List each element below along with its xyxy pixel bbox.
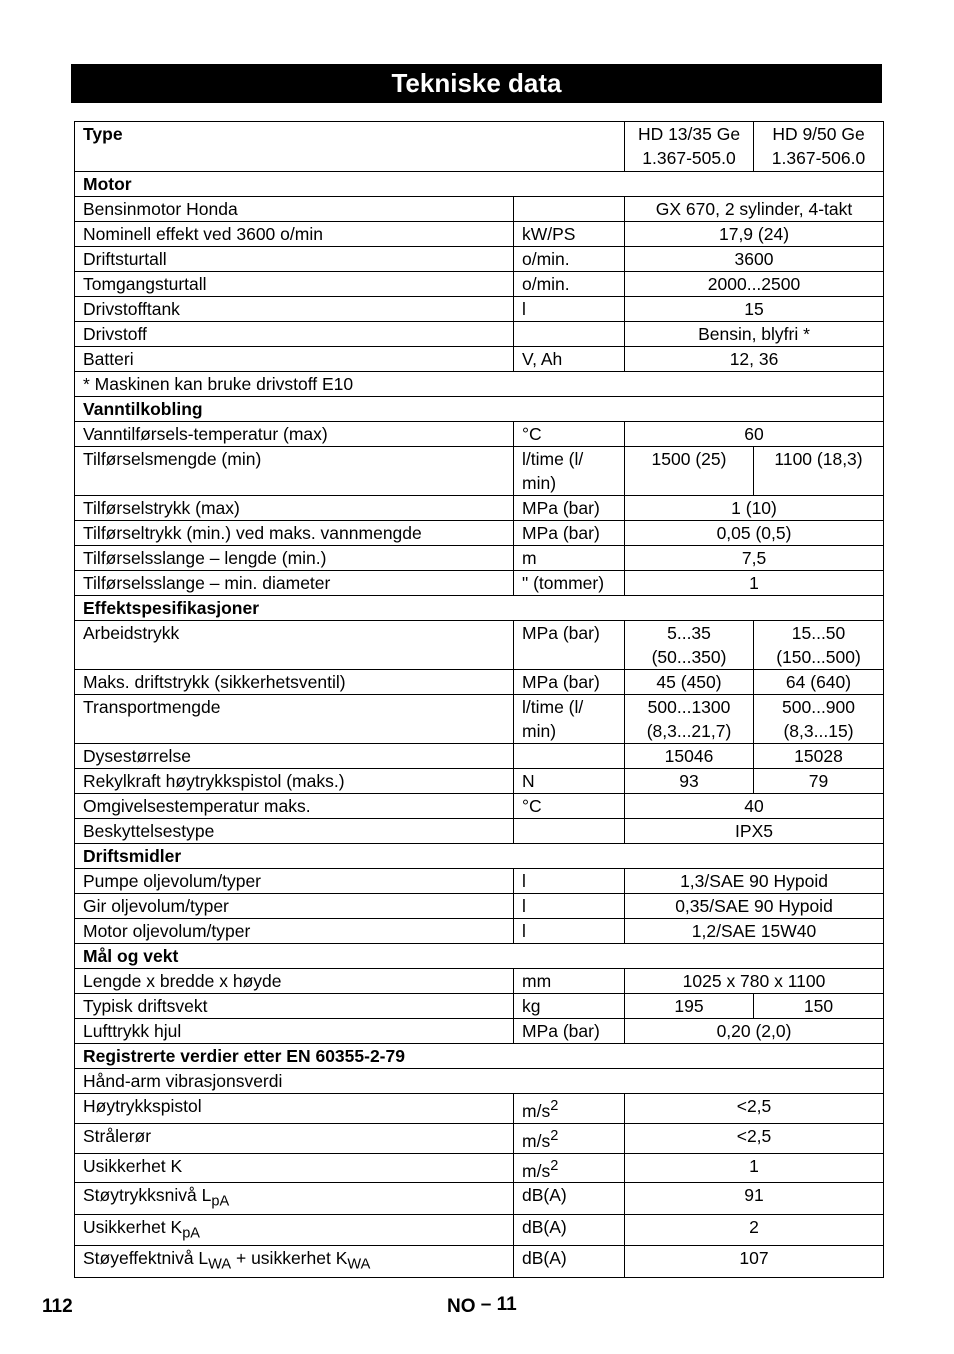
vibration-subheading: Hånd-arm vibrasjonsverdi [75, 1069, 884, 1094]
separator-dash: – [480, 1294, 492, 1315]
row-value-a: 93 [625, 769, 754, 794]
label-subscript: pA [211, 1193, 230, 1210]
row-value: 15 [625, 297, 884, 322]
row-unit: MPa (bar) [514, 1019, 625, 1044]
row-unit [514, 819, 625, 844]
section-performance: Effektspesifikasjoner [75, 596, 884, 621]
table-row [75, 347, 884, 372]
row-value-b: 150 [754, 994, 884, 1019]
row-unit: " (tommer) [514, 571, 625, 596]
row-value: 1 [625, 1153, 884, 1183]
row-label [75, 1214, 514, 1246]
value-line: (50...350) [651, 647, 727, 667]
spec-table [74, 121, 884, 1278]
row-label [75, 1183, 514, 1215]
unit-exponent: 2 [550, 1098, 559, 1114]
row-label [75, 1246, 514, 1278]
row-label: Pumpe oljevolum/typer [75, 869, 514, 894]
type-label: Type [75, 122, 625, 172]
row-label: Gir oljevolum/typer [75, 894, 514, 919]
row-value: IPX5 [625, 819, 884, 844]
table-row [75, 422, 884, 447]
model-b-name: HD 9/50 Ge [772, 124, 865, 144]
row-unit: l [514, 297, 625, 322]
section-registered: Registrerte verdier etter EN 60355-2-79 [75, 1044, 884, 1069]
unit-text: m/s [522, 1130, 551, 1151]
row-value: 60 [625, 422, 884, 447]
row-label: Lufttrykk hjul [75, 1019, 514, 1044]
language-code: NO [447, 1296, 476, 1317]
row-unit [514, 447, 625, 496]
table-row [75, 1214, 884, 1246]
label-text: Støytrykksnivå L [83, 1185, 212, 1206]
unit-line: min) [522, 721, 557, 741]
row-unit: m [514, 546, 625, 571]
row-label: Nominell effekt ved 3600 o/min [75, 222, 514, 247]
row-label: Motor oljevolum/typer [75, 919, 514, 944]
label-subscript: WA [208, 1256, 232, 1273]
label-text: + usikkerhet K [231, 1248, 348, 1269]
value-line: (8,3...15) [783, 721, 854, 741]
table-row [75, 222, 884, 247]
row-label: Tilførselsmengde (min) [75, 447, 514, 496]
value-line: (8,3...21,7) [646, 721, 732, 741]
row-label: Bensinmotor Honda [75, 197, 514, 222]
row-value: 1,3/SAE 90 Hypoid [625, 869, 884, 894]
motor-footnote: * Maskinen kan bruke drivstoff E10 [75, 372, 884, 397]
row-value-a: 45 (450) [625, 670, 754, 695]
row-value-b: 15028 [754, 744, 884, 769]
row-label: Vanntilførsels-temperatur (max) [75, 422, 514, 447]
model-b-cell [754, 122, 884, 172]
row-value: 0,35/SAE 90 Hypoid [625, 894, 884, 919]
row-unit: kW/PS [514, 222, 625, 247]
label-text: Usikkerhet K [83, 1216, 183, 1237]
row-unit [514, 1123, 625, 1153]
row-value: 1 (10) [625, 496, 884, 521]
row-value: 40 [625, 794, 884, 819]
row-unit: l [514, 919, 625, 944]
table-row [75, 621, 884, 670]
header-row [75, 122, 884, 172]
row-value-a: 1500 (25) [625, 447, 754, 496]
row-value: 107 [625, 1246, 884, 1278]
table-row [75, 521, 884, 546]
row-value-b: 1100 (18,3) [754, 447, 884, 496]
label-subscript: pA [182, 1225, 201, 1242]
table-row [75, 447, 884, 496]
table-row [75, 496, 884, 521]
row-unit: l [514, 869, 625, 894]
table-row [75, 272, 884, 297]
row-unit: V, Ah [514, 347, 625, 372]
row-label: Rekylkraft høytrykkspistol (maks.) [75, 769, 514, 794]
section-fluids: Driftsmidler [75, 844, 884, 869]
row-unit: MPa (bar) [514, 521, 625, 546]
row-unit [514, 197, 625, 222]
label-text: Støyeffektnivå L [83, 1248, 209, 1269]
row-value: 17,9 (24) [625, 222, 884, 247]
table-row [75, 297, 884, 322]
row-value-a: 15046 [625, 744, 754, 769]
value-line: 15...50 [791, 623, 846, 643]
model-a-cell [625, 122, 754, 172]
row-value-b: 64 (640) [754, 670, 884, 695]
row-label: Dysestørrelse [75, 744, 514, 769]
row-unit [514, 1153, 625, 1183]
row-value: 7,5 [625, 546, 884, 571]
table-row [75, 1094, 884, 1124]
row-label: Drivstoff [75, 322, 514, 347]
table-row [75, 670, 884, 695]
table-row [75, 894, 884, 919]
language-page-label [447, 1296, 517, 1318]
section-motor: Motor [75, 172, 884, 197]
unit-line: min) [522, 473, 557, 493]
page-number: 112 [42, 1296, 73, 1317]
table-row [75, 197, 884, 222]
unit-exponent: 2 [550, 1127, 559, 1144]
row-label: Arbeidstrykk [75, 621, 514, 670]
row-unit: l [514, 894, 625, 919]
language-page-number: 11 [496, 1294, 517, 1315]
model-b-code: 1.367-506.0 [771, 148, 866, 168]
table-row [75, 571, 884, 596]
row-unit [514, 322, 625, 347]
table-row [75, 744, 884, 769]
model-a-code: 1.367-505.0 [642, 148, 736, 168]
table-row [75, 546, 884, 571]
row-unit: °C [514, 422, 625, 447]
row-value: 1025 x 780 x 1100 [625, 969, 884, 994]
section-dims: Mål og vekt [75, 944, 884, 969]
row-label: Transportmengde [75, 695, 514, 744]
row-unit: MPa (bar) [514, 496, 625, 521]
table-row [75, 994, 884, 1019]
row-label: Tilførselsslange – min. diameter [75, 571, 514, 596]
row-label: Typisk driftsvekt [75, 994, 514, 1019]
row-label: Maks. driftstrykk (sikkerhetsventil) [75, 670, 514, 695]
model-a-name: HD 13/35 Ge [637, 124, 741, 144]
row-unit: dB(A) [514, 1214, 625, 1246]
table-row [75, 1019, 884, 1044]
table-row [75, 1123, 884, 1153]
row-unit: MPa (bar) [514, 670, 625, 695]
row-value: 1,2/SAE 15W40 [625, 919, 884, 944]
unit-exponent: 2 [550, 1157, 559, 1174]
row-value: <2,5 [625, 1123, 884, 1153]
row-unit [514, 695, 625, 744]
row-unit [514, 744, 625, 769]
unit-line: l/time (l/ [522, 449, 584, 469]
table-row [75, 869, 884, 894]
row-value-b [754, 695, 884, 744]
table-row [75, 247, 884, 272]
row-value: GX 670, 2 sylinder, 4-takt [625, 197, 884, 222]
row-value: 12, 36 [625, 347, 884, 372]
row-value-b [754, 621, 884, 670]
row-value-a: 195 [625, 994, 754, 1019]
value-line: 500...900 [782, 697, 855, 717]
row-unit: °C [514, 794, 625, 819]
table-row [75, 969, 884, 994]
unit-line: l/time (l/ [522, 697, 584, 717]
row-label: Tomgangsturtall [75, 272, 514, 297]
value-line: 5...35 [667, 623, 711, 643]
row-label: Tilførseltrykk (min.) ved maks. vannmengde [75, 521, 514, 546]
table-row [75, 769, 884, 794]
table-row [75, 1246, 884, 1278]
table-row [75, 695, 884, 744]
row-value: 0,20 (2,0) [625, 1019, 884, 1044]
row-unit: kg [514, 994, 625, 1019]
table-row [75, 919, 884, 944]
row-value: <2,5 [625, 1094, 884, 1124]
label-subscript: WA [347, 1256, 371, 1273]
row-label: Beskyttelsestype [75, 819, 514, 844]
row-unit: dB(A) [514, 1246, 625, 1278]
row-unit: dB(A) [514, 1183, 625, 1215]
row-value-a [625, 695, 754, 744]
table-row [75, 322, 884, 347]
table-row [75, 1153, 884, 1183]
row-unit: mm [514, 969, 625, 994]
row-label: Strålerør [75, 1123, 514, 1153]
page-title: Tekniske data [71, 64, 882, 103]
row-label: Batteri [75, 347, 514, 372]
row-value-a [625, 621, 754, 670]
table-row [75, 794, 884, 819]
row-value: 2 [625, 1214, 884, 1246]
row-value: 1 [625, 571, 884, 596]
row-unit: MPa (bar) [514, 621, 625, 670]
row-label: Lengde x bredde x høyde [75, 969, 514, 994]
row-value: 2000...2500 [625, 272, 884, 297]
value-line: 500...1300 [647, 697, 731, 717]
row-unit: o/min. [514, 272, 625, 297]
row-value: 91 [625, 1183, 884, 1215]
row-label: Tilførselstrykk (max) [75, 496, 514, 521]
row-unit: N [514, 769, 625, 794]
unit-text: m/s [522, 1160, 551, 1181]
row-value: Bensin, blyfri * [625, 322, 884, 347]
row-value-b: 79 [754, 769, 884, 794]
row-label: Tilførselsslange – lengde (min.) [75, 546, 514, 571]
table-row [75, 819, 884, 844]
row-label: Usikkerhet K [75, 1153, 514, 1183]
unit-text: m/s [522, 1100, 551, 1121]
row-label: Driftsturtall [75, 247, 514, 272]
row-label: Drivstofftank [75, 297, 514, 322]
row-label: Høytrykkspistol [75, 1094, 514, 1124]
row-value: 3600 [625, 247, 884, 272]
table-row [75, 1183, 884, 1215]
row-value: 0,05 (0,5) [625, 521, 884, 546]
row-unit: o/min. [514, 247, 625, 272]
row-unit [514, 1094, 625, 1124]
row-label: Omgivelsestemperatur maks. [75, 794, 514, 819]
section-water: Vanntilkobling [75, 397, 884, 422]
value-line: (150...500) [776, 647, 861, 667]
